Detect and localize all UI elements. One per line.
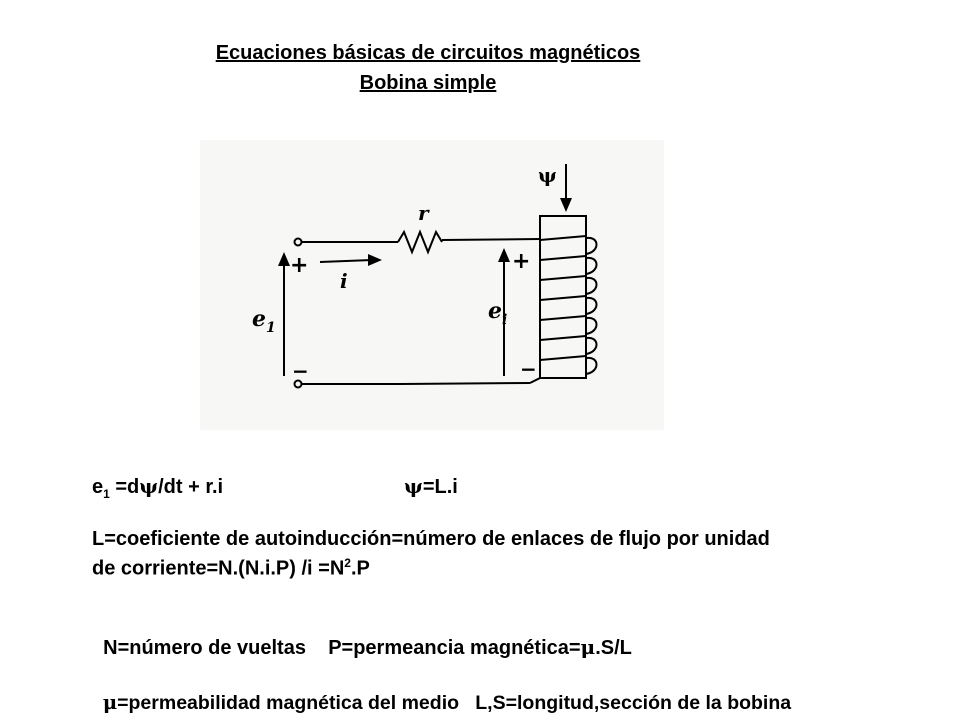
coil-windings [540, 236, 597, 374]
minus-right: − [520, 357, 537, 381]
top-left-terminal [295, 239, 302, 246]
e1-label: $e_1$ [252, 306, 276, 336]
eq4-b: .S/L [595, 637, 632, 659]
equation-line-4 [92, 612, 632, 660]
current-arrow-head [368, 254, 382, 266]
minus-left: − [292, 359, 309, 383]
eq3-a: de corriente=N.(N.i.P) /i =N [92, 557, 345, 580]
top-wire-right [442, 239, 540, 240]
equation-psi-li [404, 474, 458, 499]
eq3-b: .P [350, 557, 370, 580]
i-label: i [340, 269, 348, 293]
eq1-a: =d [109, 476, 140, 498]
bottom-wire-b [400, 383, 530, 384]
eq1-psi: ψ [139, 474, 159, 498]
page-title: Ecuaciones básicas de circuitos magnéticos [215, 42, 641, 64]
equation-line-3 [92, 556, 370, 581]
eq1-e-sub: 1 [103, 487, 110, 501]
plus-right: + [512, 249, 531, 274]
eq5-mu: μ [102, 691, 118, 714]
page-subtitle: Bobina simple [359, 72, 497, 94]
coil-circuit-diagram [200, 140, 664, 430]
equation-line-1 [92, 474, 223, 501]
psi-label: ψ [538, 163, 557, 187]
eq5-a: =permeabilidad magnética del medio L,S=longitud,sección de la bobina [117, 692, 792, 714]
eq4-mu: μ [580, 635, 596, 659]
eq1-b: /dt + r.i [158, 476, 224, 498]
equation-line-5 [92, 668, 791, 715]
eq1-e: e [92, 476, 104, 498]
current-arrow-shaft [320, 260, 372, 262]
equation-line-2: L=coeficiente de autoinducción=número de enlaces de flujo por unidad [92, 528, 770, 550]
plus-left: + [290, 253, 309, 278]
resistor [398, 232, 442, 252]
ei-label: $e_i$ [488, 298, 508, 328]
eq1-c: =L.i [422, 476, 458, 498]
r-label: r [418, 201, 429, 225]
e1-arrow-head [278, 252, 290, 266]
ei-arrow-head [498, 248, 510, 262]
flux-arrow-head [560, 198, 572, 212]
eq4-a: N=número de vueltas P=permeancia magnética= [103, 637, 581, 659]
eq1-psi2: ψ [404, 474, 423, 498]
eq3-sup: 2 [344, 556, 351, 570]
circuit-svg [200, 140, 664, 430]
